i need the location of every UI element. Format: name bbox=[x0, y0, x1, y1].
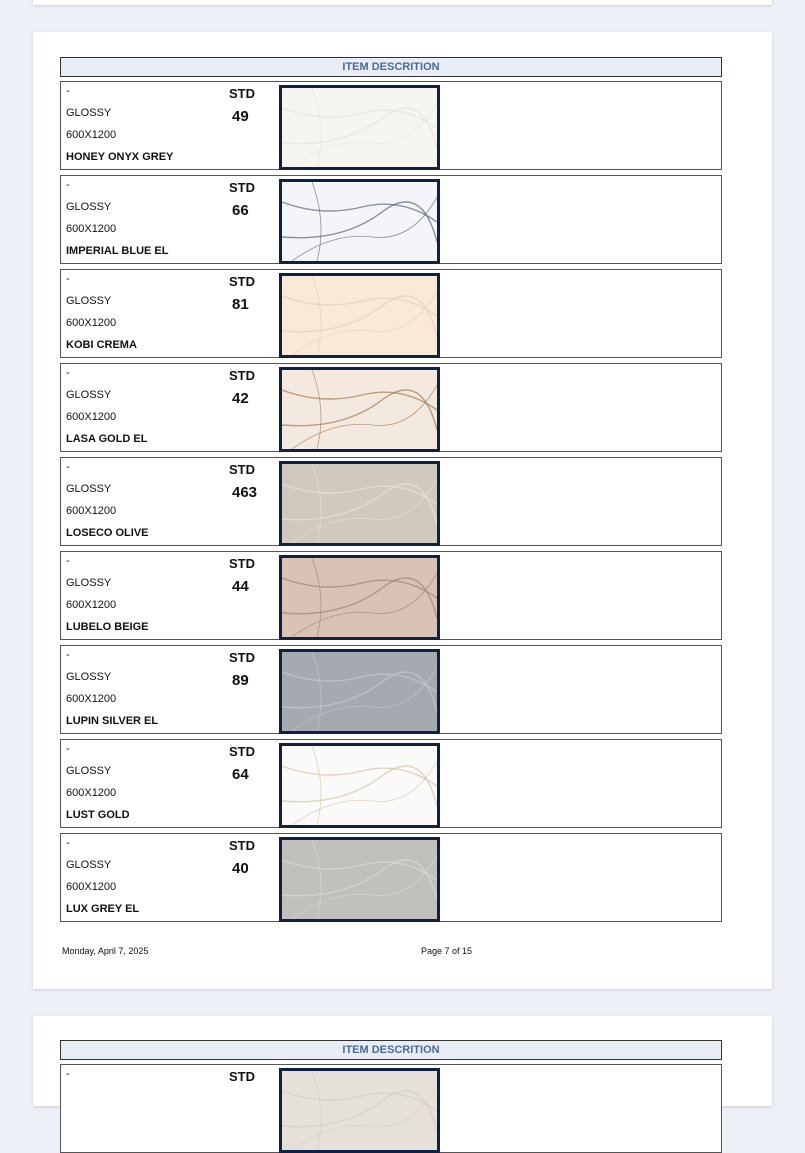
item-name: LOSECO OLIVE bbox=[66, 527, 149, 539]
tile-swatch-image bbox=[279, 1068, 440, 1153]
item-name: LUPIN SILVER EL bbox=[66, 715, 159, 727]
item-code: - bbox=[66, 461, 70, 473]
item-grade: STD bbox=[229, 556, 255, 571]
item-finish: GLOSSY bbox=[66, 295, 112, 307]
item-code: - bbox=[66, 555, 70, 567]
item-quantity: 42 bbox=[232, 390, 249, 407]
item-grade: STD bbox=[229, 368, 255, 383]
item-code: - bbox=[66, 649, 70, 661]
item-quantity: 66 bbox=[232, 202, 249, 219]
report-page bbox=[33, 32, 772, 989]
item-size: 600X1200 bbox=[66, 317, 117, 329]
tile-swatch-image bbox=[279, 367, 440, 452]
item-size: 600X1200 bbox=[66, 693, 117, 705]
item-description-header: ITEM DESCRITION bbox=[60, 1040, 722, 1060]
item-quantity: 81 bbox=[232, 296, 249, 313]
item-size: 600X1200 bbox=[66, 787, 117, 799]
item-size: 600X1200 bbox=[66, 223, 117, 235]
item-name: HONEY ONYX GREY bbox=[66, 151, 174, 163]
item-grade: STD bbox=[229, 1069, 255, 1084]
item-size: 600X1200 bbox=[66, 129, 117, 141]
item-code: - bbox=[66, 273, 70, 285]
footer-page-number: Page 7 of 15 bbox=[421, 946, 473, 956]
item-finish: GLOSSY bbox=[66, 389, 112, 401]
item-description-header: ITEM DESCRITION bbox=[60, 57, 722, 77]
item-finish: GLOSSY bbox=[66, 765, 112, 777]
item-name: LUST GOLD bbox=[66, 809, 130, 821]
item-finish: GLOSSY bbox=[66, 483, 112, 495]
item-code: - bbox=[66, 179, 70, 191]
item-name: IMPERIAL BLUE EL bbox=[66, 245, 169, 257]
item-name: LASA GOLD EL bbox=[66, 433, 148, 445]
item-quantity: 463 bbox=[232, 484, 258, 501]
item-grade: STD bbox=[229, 180, 255, 195]
item-name: KOBI CREMA bbox=[66, 339, 137, 351]
tile-swatch-image bbox=[279, 273, 440, 358]
item-row bbox=[60, 1064, 722, 1153]
item-quantity: 44 bbox=[232, 578, 249, 595]
item-finish: GLOSSY bbox=[66, 107, 112, 119]
tile-swatch-image bbox=[279, 85, 440, 170]
item-size: 600X1200 bbox=[66, 505, 117, 517]
item-row bbox=[60, 81, 722, 170]
item-finish: GLOSSY bbox=[66, 577, 112, 589]
tile-swatch-image bbox=[279, 649, 440, 734]
item-grade: STD bbox=[229, 744, 255, 759]
item-row bbox=[60, 833, 722, 922]
item-size: 600X1200 bbox=[66, 411, 117, 423]
item-name: LUBELO BEIGE bbox=[66, 621, 149, 633]
tile-swatch-image bbox=[279, 555, 440, 640]
tile-swatch-image bbox=[279, 461, 440, 546]
item-quantity: 89 bbox=[232, 672, 249, 689]
item-finish: GLOSSY bbox=[66, 201, 112, 213]
item-code: - bbox=[66, 1068, 70, 1080]
item-code: - bbox=[66, 85, 70, 97]
item-grade: STD bbox=[229, 274, 255, 289]
tile-swatch-image bbox=[279, 743, 440, 828]
previous-page-sheet bbox=[33, 0, 772, 5]
item-code: - bbox=[66, 367, 70, 379]
item-grade: STD bbox=[229, 838, 255, 853]
item-finish: GLOSSY bbox=[66, 859, 112, 871]
item-code: - bbox=[66, 837, 70, 849]
tile-swatch-image bbox=[279, 837, 440, 922]
item-row bbox=[60, 457, 722, 546]
item-row bbox=[60, 363, 722, 452]
footer-date: Monday, April 7, 2025 bbox=[62, 946, 149, 956]
item-row bbox=[60, 269, 722, 358]
item-size: 600X1200 bbox=[66, 599, 117, 611]
item-row bbox=[60, 739, 722, 828]
item-row bbox=[60, 175, 722, 264]
item-finish: GLOSSY bbox=[66, 671, 112, 683]
item-quantity: 64 bbox=[232, 766, 249, 783]
item-grade: STD bbox=[229, 86, 255, 101]
next-page-sheet bbox=[33, 1016, 772, 1106]
item-quantity: 40 bbox=[232, 860, 249, 877]
item-quantity: 49 bbox=[232, 108, 249, 125]
item-name: LUX GREY EL bbox=[66, 903, 140, 915]
item-row bbox=[60, 551, 722, 640]
item-grade: STD bbox=[229, 462, 255, 477]
item-size: 600X1200 bbox=[66, 881, 117, 893]
item-code: - bbox=[66, 743, 70, 755]
item-row bbox=[60, 645, 722, 734]
item-grade: STD bbox=[229, 650, 255, 665]
tile-swatch-image bbox=[279, 179, 440, 264]
